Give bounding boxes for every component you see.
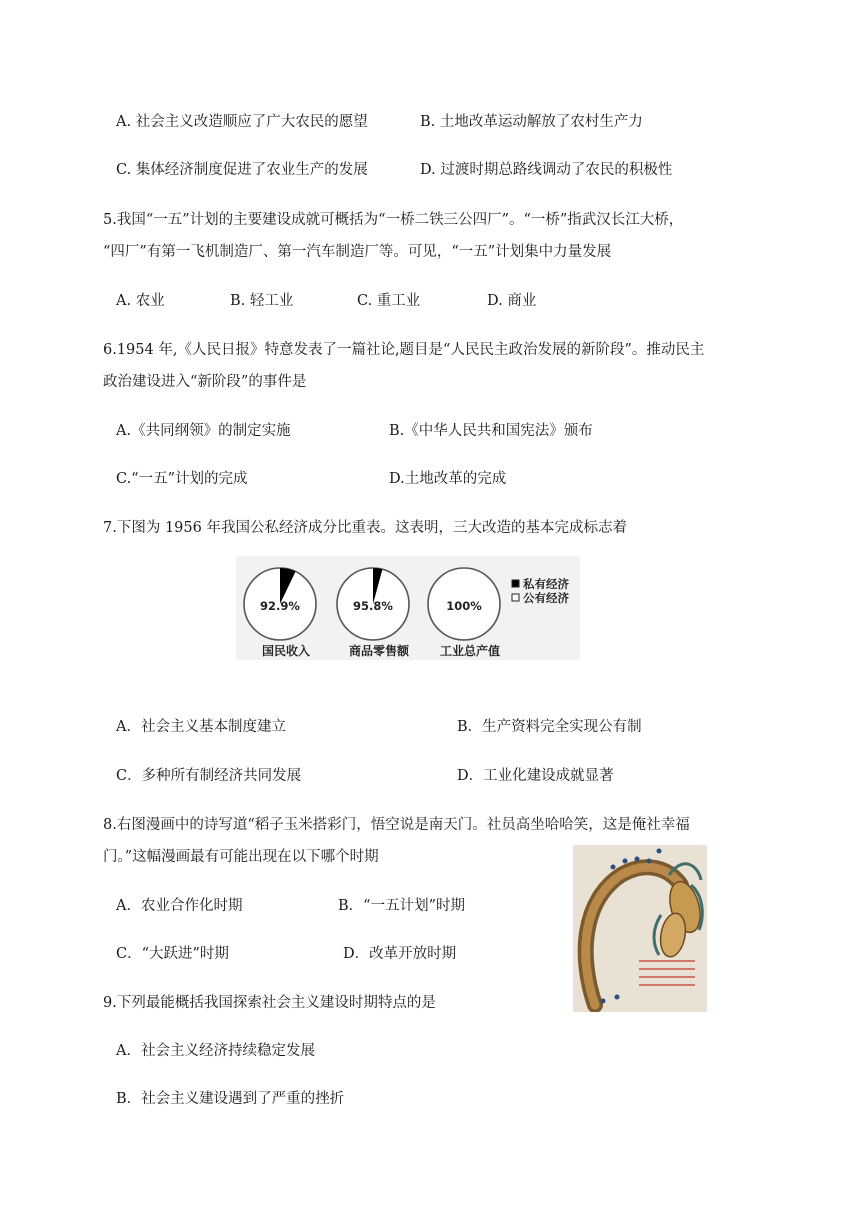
q8-option-b: B．“一五计划”时期 — [338, 898, 465, 914]
legend-label-1: 公有经济 — [523, 591, 569, 605]
ownership-pie-figure — [236, 556, 580, 660]
q8-stem-line-2: 门。”这幅漫画最有可能出现在以下哪个时期 — [103, 849, 379, 865]
pie-value-label-0: 92.9% — [260, 599, 300, 613]
q4-option-c: C. 集体经济制度促进了农业生产的发展 — [116, 162, 368, 178]
q7-option-c: C．多种所有制经济共同发展 — [116, 768, 302, 784]
q5-option-d: D. 商业 — [487, 293, 537, 309]
q8-option-c: C．“大跃进”时期 — [116, 946, 229, 962]
pie-caption-2: 工业总产值 — [439, 644, 501, 658]
q6-stem-line-1: 6.1954 年,《人民日报》特意发表了一篇社论,题目是“人民民主政治发展的新阶段”。推动民主 — [103, 342, 705, 358]
pie-value-label-2: 100% — [446, 599, 482, 613]
q5-option-a: A. 农业 — [116, 293, 165, 309]
q8-option-d: D．改革开放时期 — [343, 946, 457, 962]
legend-swatch-1 — [512, 594, 519, 601]
q8-option-a: A．农业合作化时期 — [116, 898, 243, 914]
q5-stem-line-1: 5.我国“一五”计划的主要建设成就可概括为“一桥二铁三公四厂”。“一桥”指武汉长江大桥， — [103, 212, 684, 228]
q4-option-b: B. 土地改革运动解放了农村生产力 — [420, 114, 643, 130]
q9-stem: 9.下列最能概括我国探索社会主义建设时期特点的是 — [103, 995, 436, 1011]
q8-stem-line-1: 8.右图漫画中的诗写道“稻子玉米搭彩门，悟空说是南天门。社员高坐哈哈笑，这是俺社幸福 — [103, 817, 690, 833]
q5-option-b: B. 轻工业 — [230, 293, 294, 309]
q6-stem-line-2: 政治建设进入“新阶段”的事件是 — [103, 374, 307, 390]
q7-stem: 7.下图为 1956 年我国公私经济成分比重表。这表明，三大改造的基本完成标志着 — [103, 520, 627, 536]
legend-swatch-0 — [512, 580, 519, 587]
pie-caption-1: 商品零售额 — [348, 644, 410, 658]
q9-option-a: A．社会主义经济持续稳定发展 — [116, 1043, 315, 1059]
q7-option-a: A．社会主义基本制度建立 — [116, 719, 286, 735]
q5-stem-line-2: “四厂”有第一飞机制造厂、第一汽车制造厂等。可见，“一五”计划集中力量发展 — [103, 244, 612, 260]
q6-option-b: B.《中华人民共和国宪法》颁布 — [389, 423, 593, 439]
q7-option-d: D．工业化建设成就显著 — [457, 768, 614, 784]
q9-option-b: B．社会主义建设遇到了严重的挫折 — [116, 1091, 345, 1107]
q6-option-c: C.“一五”计划的完成 — [116, 471, 248, 487]
pie-caption-0: 国民收入 — [261, 644, 311, 658]
q4-option-a: A. 社会主义改造顺应了广大农民的愿望 — [116, 114, 368, 130]
q6-option-a: A.《共同纲领》的制定实施 — [116, 423, 291, 439]
q4-option-d: D. 过渡时期总路线调动了农民的积极性 — [420, 162, 673, 178]
pie-value-label-1: 95.8% — [353, 599, 393, 613]
pie-charts-svg — [236, 556, 580, 660]
q6-option-d: D.土地改革的完成 — [389, 471, 507, 487]
harvest-gate-cartoon-image — [573, 845, 707, 1012]
q5-option-c: C. 重工业 — [357, 293, 421, 309]
legend-label-0: 私有经济 — [523, 577, 569, 591]
q7-option-b: B．生产资料完全实现公有制 — [457, 719, 642, 735]
